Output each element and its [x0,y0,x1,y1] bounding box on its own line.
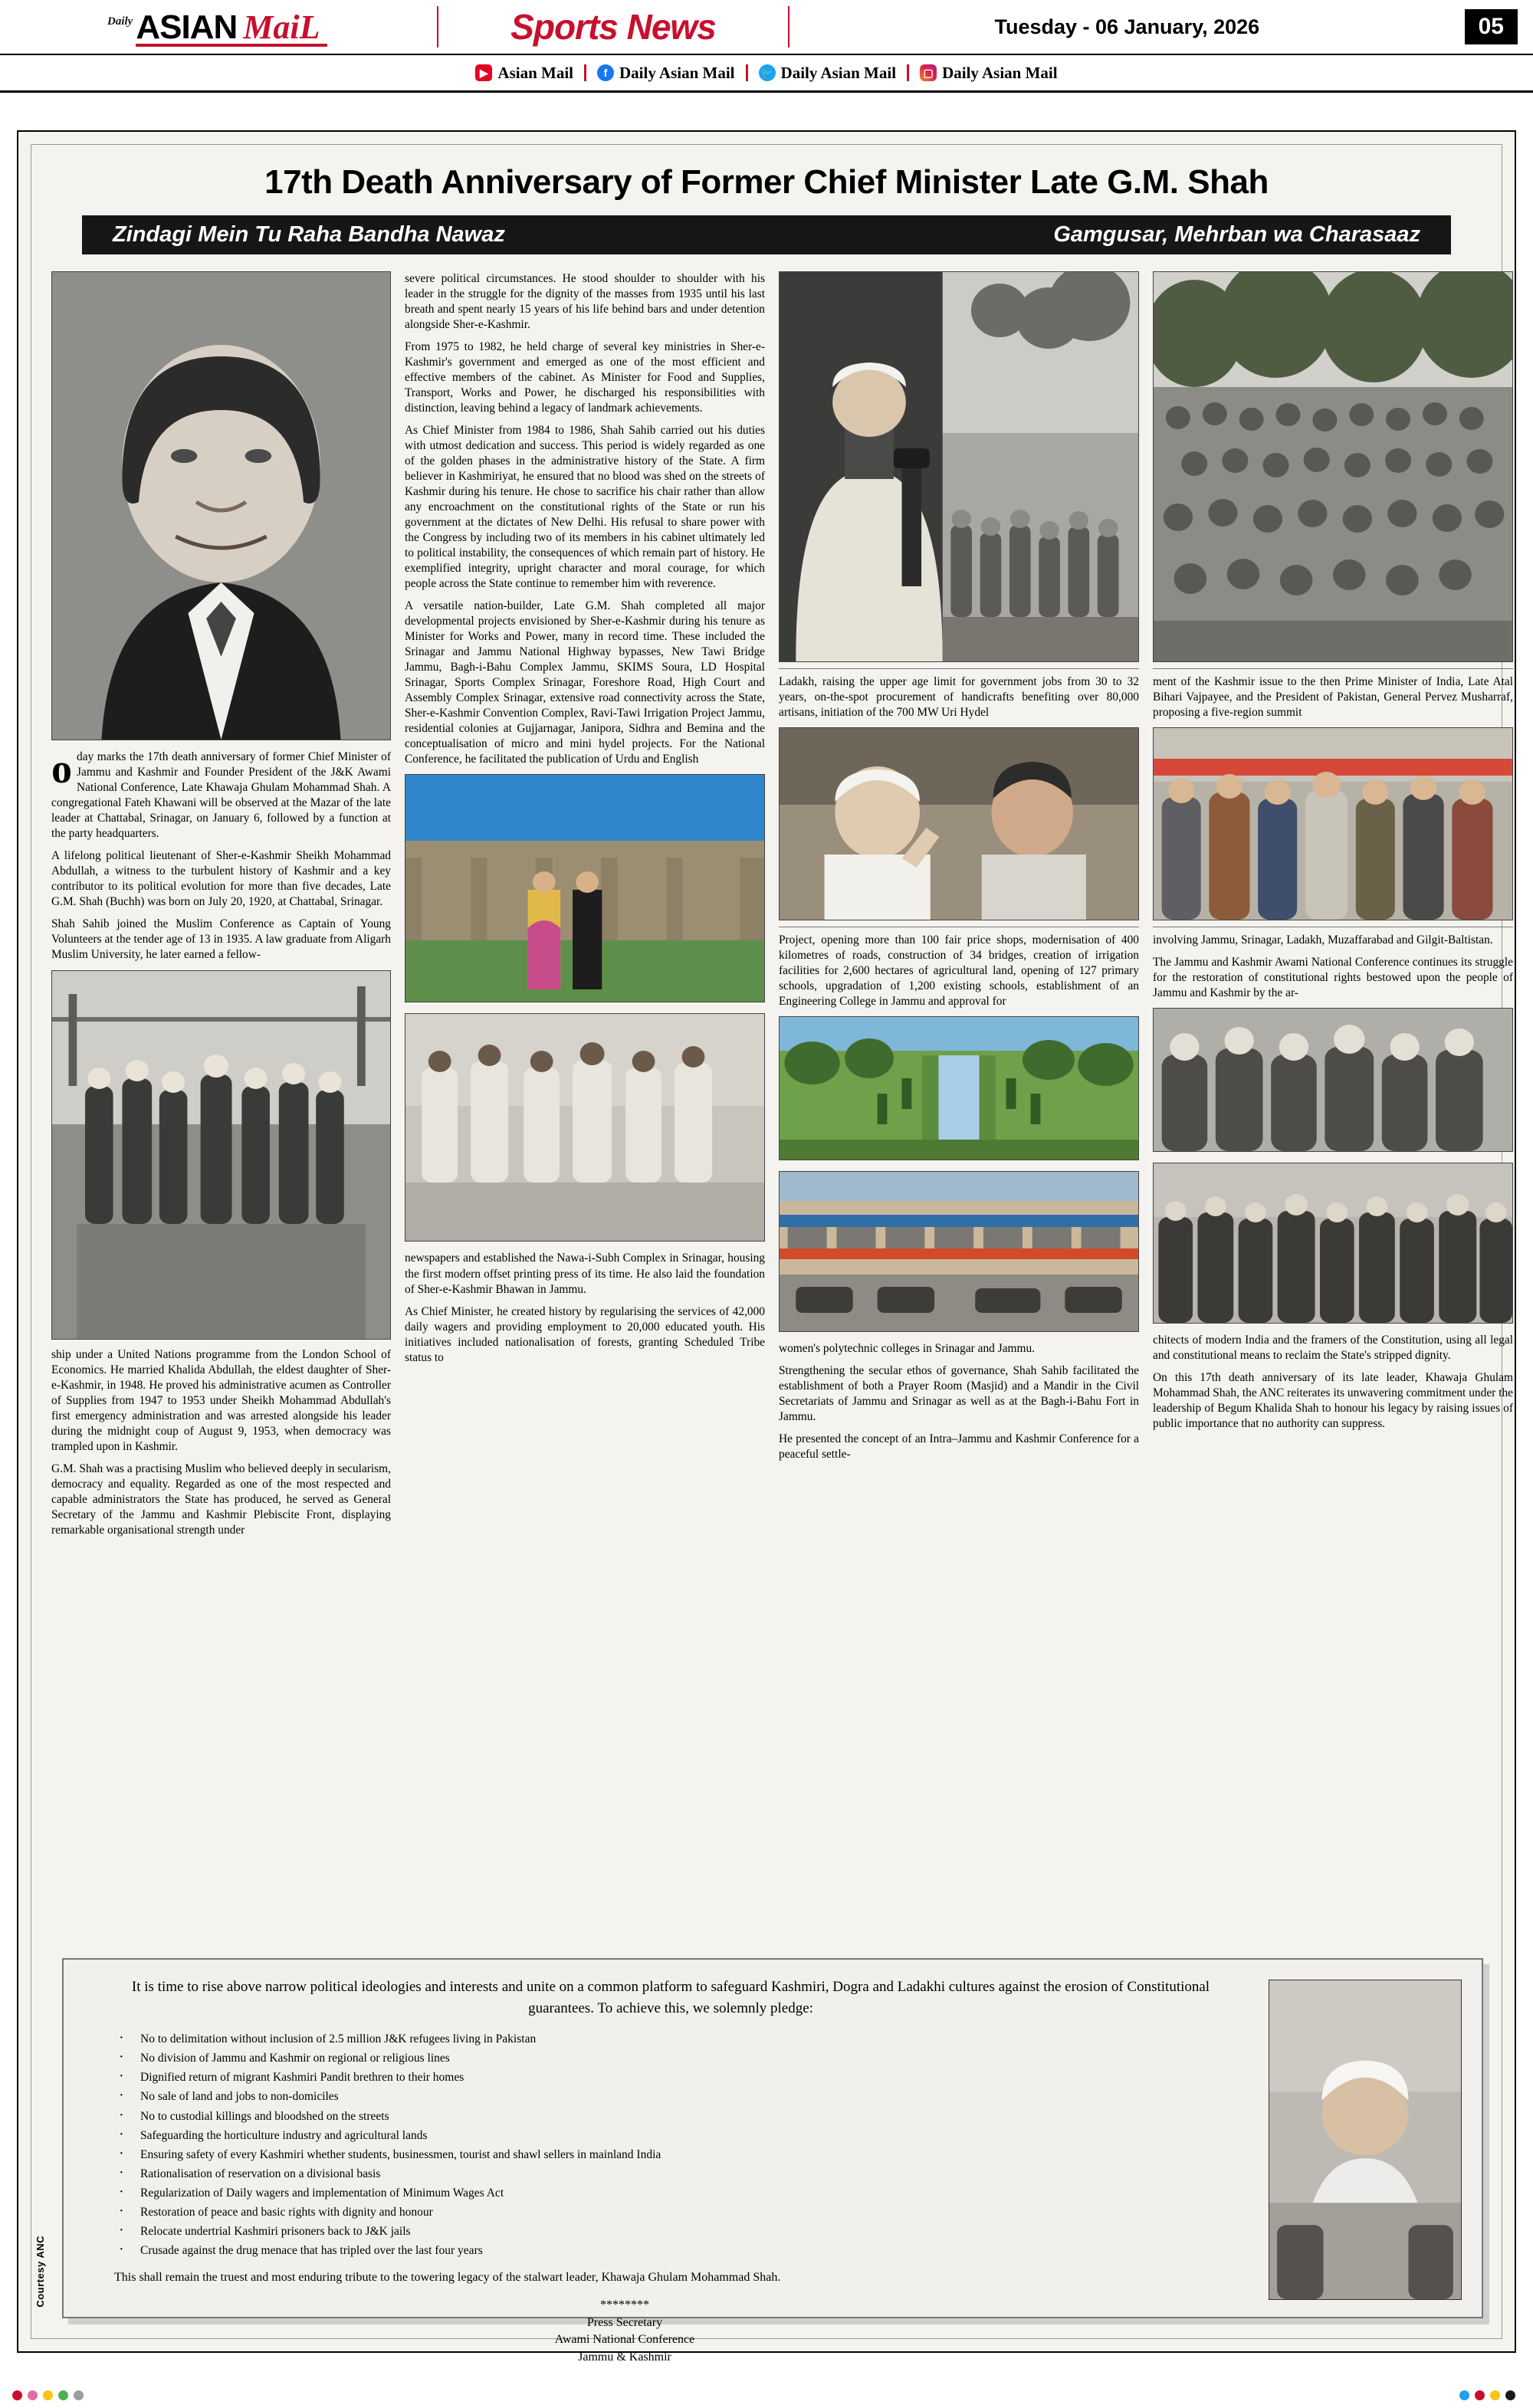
photo-pledge-leader [1269,1980,1462,2300]
pledge-stars: ******** [600,2298,649,2312]
section-title-text: Sports News [510,7,716,47]
logo-daily-text: Daily [107,15,133,28]
photo-group-portrait-graphic [1154,1163,1512,1323]
photo-rally-crowd [1153,271,1513,662]
col3-caption-1: Ladakh, raising the upper age limit for government jobs from 30 to 32 years, on-the-spot procurement of handicrafts benefiting over 80,000 artisans, initiation of the 700 MW Uri Hydel [779,675,1139,720]
pledge-item: · Regularization of Daily wagers and implementation of Minimum Wages Act [114,2183,1258,2203]
pledge-item: · Crusade against the drug menace that has tripled over the last four years [114,2241,1258,2260]
pledge-item: · No to custodial killings and bloodshed on the streets [114,2107,1258,2126]
photo-public-rally [779,271,1139,662]
photo-gathering-colour [1153,727,1513,920]
photo-leaders-bw [1153,1008,1513,1152]
pledge-closing: This shall remain the truest and most enduring tribute to the towering legacy of the stalwart leader, Khawaja Ghulam Mohammad Shah. [114,2271,781,2285]
logo-asian-text: ASIAN [136,8,238,46]
social-label-instagram: Daily Asian Mail [942,63,1058,82]
colour-dot-grey [74,2390,84,2400]
pledge-item: · Relocate undertrial Kashmiri prisoners back to J&K jails [114,2222,1258,2241]
col4-caption-3: The Jammu and Kashmir Awami National Conference continues its struggle for the restoration of constitutional rights bestowed upon the people of Jammu and Kashmir by the ar- [1153,956,1513,1000]
instagram-icon: ▢ [920,64,937,81]
photo-group-seated [405,1013,765,1242]
social-link-twitter[interactable] [748,64,908,83]
photo-gathering-colour-graphic [1154,728,1512,920]
colour-dot-red [12,2390,22,2400]
col4-paragraph-5: On this 17th death anniversary of its late leader, Khawaja Ghulam Mohammad Shah, the ANC reiterates its unwavering commitment under the leadership of Begum Khalida Shah to honour his legacy by raising issues of public importance that no authority can suppress. [1153,1371,1513,1431]
twitter-icon: 🐦 [759,64,776,81]
article-subhead-bar [82,215,1451,254]
pledge-item: · Rationalisation of reservation on a divisional basis [114,2164,1258,2183]
article-inner-frame [31,144,1513,2364]
social-link-youtube[interactable] [464,64,584,83]
photo-two-leaders [779,727,1139,920]
youtube-icon: ▶ [475,64,492,81]
colour-dot-red-2 [1475,2390,1485,2400]
col4-caption-separator [1153,668,1513,669]
photo-gm-shah-portrait-graphic [52,272,390,740]
col3-paragraph-3: women's polytechnic colleges in Srinagar and Jammu. [779,1342,1036,1356]
social-label-facebook: Daily Asian Mail [619,63,735,82]
colour-dot-pink [28,2390,38,2400]
pledge-item: · Restoration of peace and basic rights with dignity and honour [114,2203,1258,2222]
pledge-text-area [84,1973,1269,2364]
article-grid [45,271,1513,1545]
subhead-right: Gamgusar, Mehrban wa Charasaaz [1053,222,1420,247]
pledge-item: · Safeguarding the horticulture industry and agricultural lands [114,2126,1258,2145]
article-headline: 17th Death Anniversary of Former Chief Minister Late G.M. Shah [264,163,1269,201]
pledge-item: · Ensuring safety of every Kashmiri whether students, businessmen, tourist and shawl sellers in mainland India [114,2145,1258,2164]
photo-procession-graphic [52,971,390,1339]
courtesy-label: Courtesy ANC [34,2236,46,2308]
col4-paragraph-4: chitects of modern India and the framers of the Constitution, using all legal and constitutional means to reclaim the State's stripped dignity. [1153,1334,1513,1363]
social-link-instagram[interactable] [909,64,1069,83]
colour-dot-black [1505,2390,1515,2400]
colour-dot-cyan [1459,2390,1469,2400]
pledge-sign-2: Awami National Conference [554,2333,695,2347]
facebook-icon: f [597,64,614,81]
pledge-intro: It is time to rise above narrow political ideologies and interests and unite on a common platform to safeguard Kashmiri, Dogra and Ladakhi cultures against the erosion of Constitutional guarantees. To achieve this, we solemnly pledge: [131,1979,1210,2016]
pledge-item: · No sale of land and jobs to non-domiciles [114,2087,1258,2106]
social-label-twitter: Daily Asian Mail [780,63,897,82]
footer-colour-bar [0,2382,1533,2408]
masthead [0,0,1533,55]
article-column-4 [1153,271,1513,1545]
pledge-sign-1: Press Secretary [586,2315,663,2329]
photo-mughal-garden-graphic [780,1017,1138,1160]
photo-leaders-bw-graphic [1154,1009,1512,1151]
photo-group-seated-graphic [405,1014,764,1241]
photo-fort-couple-graphic [405,775,764,1002]
photo-two-leaders-graphic [780,728,1138,920]
col1-paragraph-3: Shah Sahib joined the Muslim Conference as Captain of Young Volunteers at the tender age of 13 in 1935. A law graduate from Aligarh Muslim University, he later earned a fellow- [51,917,391,962]
publication-logo[interactable] [8,8,437,47]
col4-caption-1: ment of the Kashmir issue to the then Prime Minister of India, Late Atal Bihari Vajpayee, and the President of Pakistan, General Pervez Musharraf, proposing a five-region summit [1153,675,1513,720]
col2-paragraph-5: newspapers and established the Nawa-i-Subh Complex in Srinagar, housing the first modern offset printing press of its time. He also laid the foundation of Sher-e-Kashmir Bhawan in Jammu. [405,1252,765,1296]
colour-dot-yellow [43,2390,53,2400]
photo-pledge-leader-graphic [1269,1980,1461,2299]
col2-paragraph-3: As Chief Minister from 1984 to 1986, Shah Sahib carried out his duties with utmost dedication and success. This period is widely regarded as one of the golden phases in the administrative history of the State. A firm believer in Kashmiriyat, he ensured that no blood was shed on the streets of Kashmir during his tenure. He chose to sacrifice his chair rather than allow any encroachment on the constitutional rights of the State or run his government at the dictates of New Delhi. His refusal to share power with the Congress by including two of its members in his cabinet ultimately led to political instability, the consequences of which remain part of history. He exemplified integrity, upright character and moral courage, for which people across the State continue to remember him with reverence. [405,424,765,591]
photo-fort-couple [405,774,765,1002]
pledge-sign-3: Jammu & Kashmir [578,2350,671,2364]
col4-caption-2: involving Jammu, Srinagar, Ladakh, Muzaffarabad and Gilgit-Baltistan. [1153,933,1493,947]
article-column-1 [51,271,391,1545]
social-bar [0,55,1533,93]
col3-caption-separator [779,668,1139,669]
col2-paragraph-6: As Chief Minister, he created history by regularising the services of 42,000 daily wagers and providing employment to 20,000 educated youth. His initiatives included nationalisation of forests, granting Scheduled Tribe status to [405,1304,765,1364]
subhead-left: Zindagi Mein Tu Raha Bandha Nawaz [113,222,505,247]
col3-paragraph-4: Strengthening the secular ethos of governance, Shah Sahib facilitated the establishment of both a Prayer Room (Masjid) and a Mandir in the Civil Secretariats of Jammu and Srinagar as well as at the Bagh-i-Bahu Fort in Jammu. [779,1364,1139,1424]
col3-paragraph-5: He presented the concept of an Intra–Jammu and Kashmir Conference for a peaceful settle- [779,1432,1139,1462]
col2-paragraph-1: severe political circumstances. He stood shoulder to shoulder with his leader in the struggle for the dignity of the masses from 1935 until his last breath and spent nearly 15 years of his life behind bars and under detention alongside Sher-e-Kashmir. [405,272,765,332]
photo-rally-crowd-graphic [1154,272,1512,661]
issue-date: Tuesday - 06 January, 2026 [994,15,1260,38]
photo-mughal-garden [779,1016,1139,1160]
col1-paragraph-5: G.M. Shah was a practising Muslim who believed deeply in secularism, democracy and equality. Regarded as one of the most respected and capable administrators the State has produced, he served as General Secretary of the Jammu and Kashmir Plebiscite Front, displaying remarkable organisational strength under [51,1462,391,1537]
photo-public-rally-graphic [780,272,1138,661]
col1-paragraph-4: ship under a United Nations programme from the London School of Economics. He married Khalida Abdullah, the eldest daughter of Sher-e-Kashmir, in 1948. He proved his administrative acumen as Controller of Supplies from 1947 to 1953 under Sheikh Mohammad Abdullah's first emergency administration and was arrested alongside his leader during the midnight coup of August 9, 1953, when democracy was trampled upon in Kashmir. [51,1348,391,1454]
pledge-item: · No division of Jammu and Kashmir on regional or religious lines [114,2049,1258,2068]
colour-dot-green [58,2390,68,2400]
pledge-item: · No to delimitation without inclusion of 2.5 million J&K refugees living in Pakistan [114,2029,1258,2049]
col1-paragraph-2: A lifelong political lieutenant of Sher-e-Kashmir Sheikh Mohammad Abdullah, a witness to the turbulent history of Kashmir and a key contributor to its political evolution for more than five decades, Late G.M. Shah (Buchh) was born on July 20, 1920, at Chattabal, Srinagar. [51,849,391,909]
col2-paragraph-4: A versatile nation-builder, Late G.M. Shah completed all major developmental projects envisioned by Sher-e-Kashmir during his tenure as Minister for Works and Power, many in record time. These included the Srinagar and Jammu National Highway bypasses, New Tawi Bridge Jammu, Bagh-i-Bahu Complex Jammu, SKIMS Soura, LD Hospital Srinagar, Sports Complex Srinagar, Foreshore Road, High Court and Assembly Complex Srinagar, extensive road connectivity across the State, Sher-e-Kashmir Convention Complex, Ravi-Tawi Irrigation Project Jammu, residential colonies at Gujjarnagar, Janipora, Sidhra and Bemina and the conceptualisation of micro and mini hydel projects. For the National Conference, he facilitated the publication of Urdu and English [405,599,765,766]
photo-group-portrait [1153,1163,1513,1324]
social-label-youtube: Asian Mail [497,63,573,82]
col3-caption-2: Project, opening more than 100 fair price shops, modernisation of 400 kilometres of roads, construction of 34 bridges, creation of irrigation facilities for 2,600 hectares of agricultural land, opening of 127 primary schools, upgradation of 1,200 existing schools, establishment of an Engineering College in Jammu and approval for [779,933,1139,1009]
photo-gm-shah-portrait [51,271,391,740]
social-link-facebook[interactable] [586,64,746,83]
logo-mail-text: MaiL [243,8,320,46]
page-number-badge: 05 [1465,9,1518,44]
col2-paragraph-2: From 1975 to 1982, he held charge of several key ministries in Sher-e-Kashmir's government and emerged as one of the most efficient and effective members of the cabinet. As Minister for Food and Supplies, Transport, Works and Power, he discharged his responsibilities with distinction, leaving behind a legacy of landmark achievements. [405,340,765,415]
section-title [437,6,789,48]
photo-market-street [779,1171,1139,1332]
pledge-box [62,1958,1483,2364]
photo-procession [51,970,391,1340]
article-page-frame [17,130,1516,2364]
article-column-3 [779,271,1139,1545]
pledge-item: · Dignified return of migrant Kashmiri Pandit brethren to their homes [114,2068,1258,2087]
pledge-signature [84,2297,1166,2366]
colour-dot-yellow-2 [1490,2390,1500,2400]
photo-market-street-graphic [780,1172,1138,1331]
col1-paragraph-1: oday marks the 17th death anniversary of former Chief Minister of Jammu and Kashmir and Founder President of the J&K Awami National Conference, Late Khawaja Ghulam Mohammad Shah. A congregational Fateh Khawani will be observed at the Mazar of the late leader at Chattabal, Srinagar, on January 6, followed by a function at the party headquarters. [51,746,391,841]
pledge-list [114,2029,1258,2260]
article-column-2 [405,271,765,1545]
